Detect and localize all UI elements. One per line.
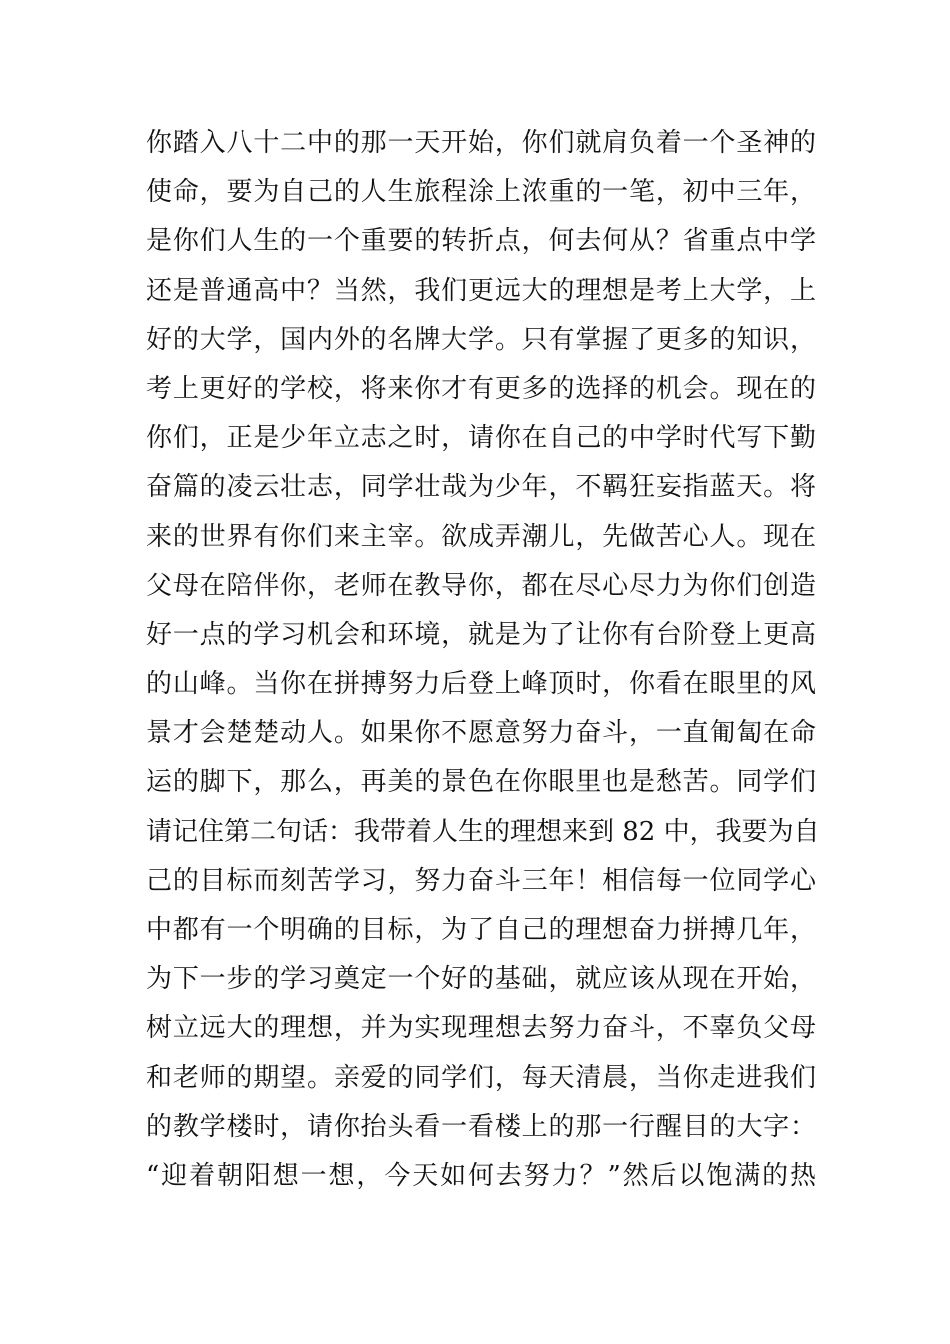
text-line-9: 来的世界有你们来主宰。欲成弄潮儿，先做苦心人。现在 [146, 521, 816, 552]
text-line-16: 己的目标而刻苦学习，努力奋斗三年！相信每一位同学心 [146, 865, 816, 896]
body-text [146, 119, 820, 1201]
text-line-8: 奋篇的凌云壮志，同学壮哉为少年，不羁狂妄指蓝天。将 [146, 472, 816, 503]
text-line-3: 是你们人生的一个重要的转折点，何去何从？省重点中学 [146, 226, 816, 257]
text-line-21: 的教学楼时，请你抬头看一看楼上的那一行醒目的大字： [146, 1111, 816, 1142]
text-line-11: 好一点的学习机会和环境，就是为了让你有台阶登上更高 [146, 619, 816, 650]
text-line-13: 景才会楚楚动人。如果你不愿意努力奋斗，一直匍匐在命 [146, 718, 816, 749]
text-line-12: 的山峰。当你在拼搏努力后登上峰顶时，你看在眼里的风 [146, 669, 816, 700]
text-line-18: 为下一步的学习奠定一个好的基础，就应该从现在开始， [146, 964, 816, 995]
text-line-14: 运的脚下，那么，再美的景色在你眼里也是愁苦。同学们 [146, 767, 816, 798]
text-line-15: 请记住第二句话：我带着人生的理想来到 82 中，我要为自 [146, 816, 820, 847]
text-line-4: 还是普通高中？当然，我们更远大的理想是考上大学，上 [146, 275, 816, 306]
text-line-17: 中都有一个明确的目标，为了自己的理想奋力拼搏几年， [146, 915, 816, 945]
text-line-5: 好的大学，国内外的名牌大学。只有掌握了更多的知识， [146, 324, 816, 355]
text-line-20: 和老师的期望。亲爱的同学们，每天清晨，当你走进我们 [146, 1062, 816, 1093]
text-line-7: 你们，正是少年立志之时，请你在自己的中学时代写下勤 [146, 423, 816, 454]
text-line-22: “迎着朝阳想一想，今天如何去努力？”然后以饱满的热 [146, 1160, 816, 1191]
text-line-10: 父母在陪伴你，老师在教导你，都在尽心尽力为你们创造 [146, 570, 816, 601]
text-line-2: 使命，要为自己的人生旅程涂上浓重的一笔，初中三年， [146, 177, 816, 208]
text-line-6: 考上更好的学校，将来你才有更多的选择的机会。现在的 [146, 373, 816, 404]
text-line-1: 你踏入八十二中的那一天开始，你们就肩负着一个圣神的 [146, 128, 816, 158]
text-line-19: 树立远大的理想，并为实现理想去努力奋斗，不辜负父母 [146, 1013, 816, 1044]
